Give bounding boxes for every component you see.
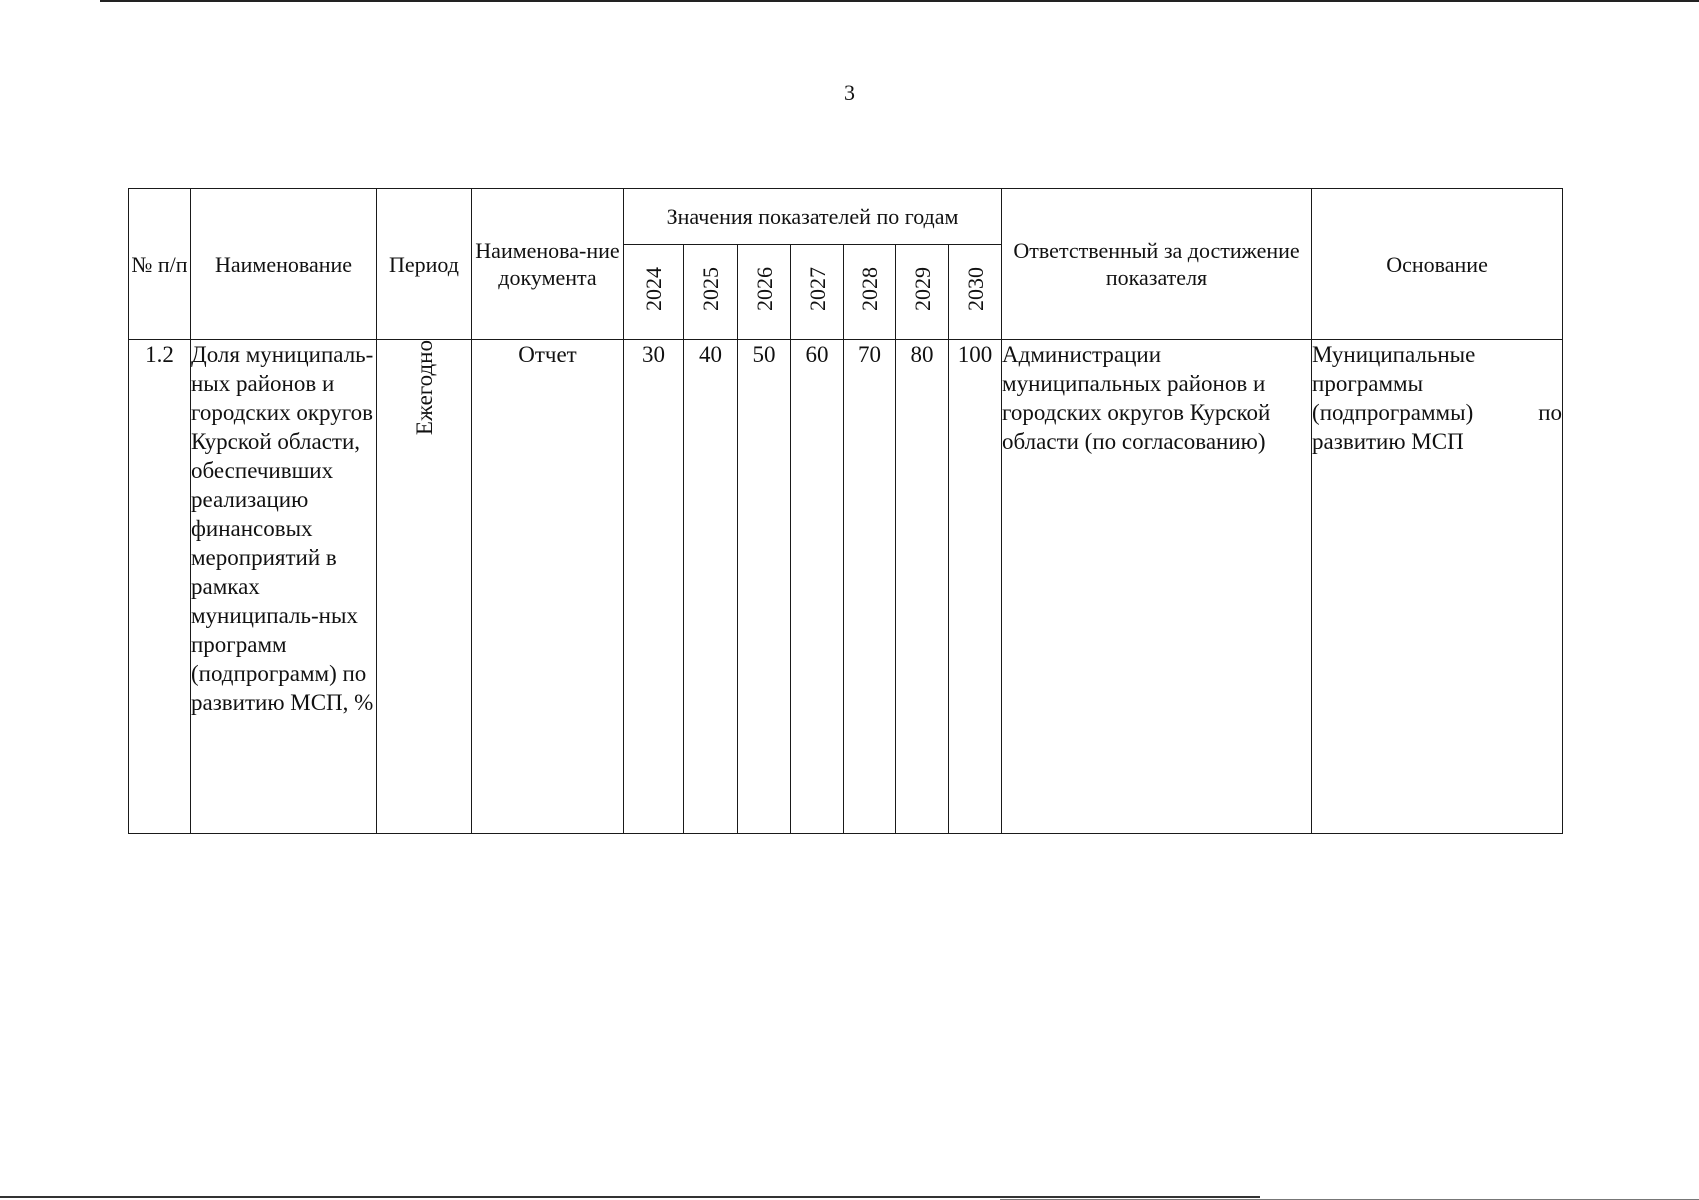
cell-value: 100: [949, 340, 1002, 834]
cell-num: 1.2: [129, 340, 191, 834]
header-year: [791, 245, 844, 340]
basis-line-justified: [1312, 398, 1562, 427]
header-name: Наименование: [191, 189, 377, 340]
basis-line: Муниципальные: [1312, 342, 1476, 367]
header-doc-name: Наименова-ние документа: [472, 189, 624, 340]
header-year-label: 2024: [641, 267, 666, 311]
basis-line: развитию МСП: [1312, 429, 1464, 454]
header-year-label: 2029: [909, 267, 935, 311]
cell-value: 30: [624, 340, 684, 834]
header-row-top: [129, 189, 1563, 245]
header-year-label: 2030: [962, 267, 988, 311]
header-year: [738, 245, 791, 340]
header-basis: Основание: [1312, 189, 1563, 340]
cell-responsible: Администрации муниципальных районов и городских округов Курской области (по согласованию): [1002, 340, 1312, 834]
header-values-group: Значения показателей по годам: [624, 189, 1002, 245]
page-number: 3: [844, 80, 855, 105]
cell-basis: [1312, 340, 1563, 834]
cell-value: 80: [896, 340, 949, 834]
scan-edge-bottom: [0, 1196, 1260, 1198]
header-year: [684, 245, 738, 340]
header-year: [624, 245, 684, 340]
cell-period-label: Ежегодно: [411, 340, 437, 436]
scan-edge-top: [100, 0, 1699, 2]
header-period: Период: [377, 189, 472, 340]
table-row: [129, 340, 1563, 834]
header-num: № п/п: [129, 189, 191, 340]
header-year-label: 2028: [857, 267, 882, 311]
cell-value: 40: [684, 340, 738, 834]
header-year-label: 2027: [804, 267, 830, 311]
cell-name: Доля муниципаль-ных районов и городских округов Курской области, обеспечивших реализацию финансовых мероприятий в рамках муниципаль-ных программ (подпрограмм) по развитию МСП, %: [191, 340, 377, 834]
basis-line-left: (подпрограммы): [1312, 400, 1474, 425]
header-responsible: Ответственный за достижение показателя: [1002, 189, 1312, 340]
cell-doc-name: Отчет: [472, 340, 624, 834]
cell-value: 60: [791, 340, 844, 834]
cell-period: [377, 340, 472, 834]
basis-line-right: по: [1538, 400, 1563, 425]
header-year: [949, 245, 1002, 340]
header-year: [844, 245, 896, 340]
cell-value: 70: [844, 340, 896, 834]
basis-line: программы: [1312, 371, 1424, 396]
header-year-label: 2025: [698, 267, 723, 311]
header-year-label: 2026: [751, 267, 777, 311]
indicators-table: [128, 188, 1563, 834]
cell-value: 50: [738, 340, 791, 834]
header-year: [896, 245, 949, 340]
